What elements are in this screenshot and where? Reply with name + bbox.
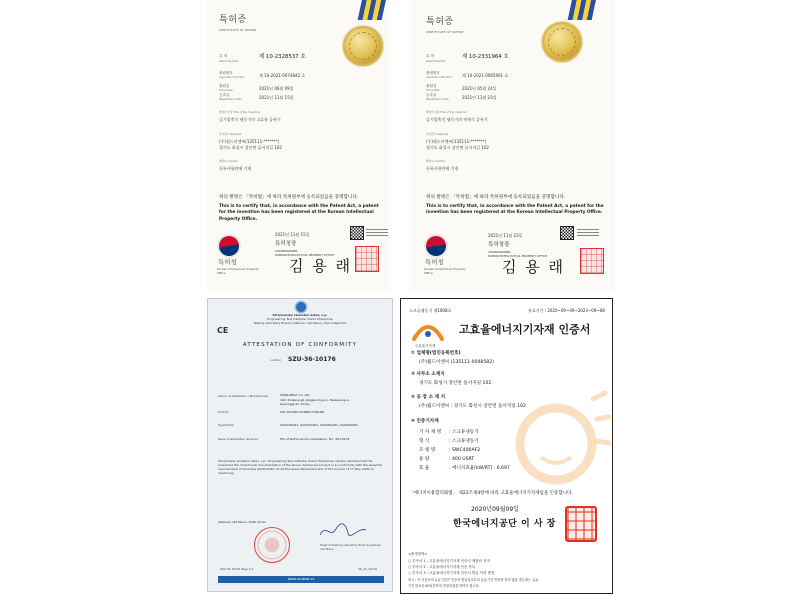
handwritten-signature-icon — [318, 521, 368, 541]
gold-seal-icon — [343, 26, 383, 66]
office-name-ko: 특허청 — [218, 258, 237, 266]
certification-statement-en: This is to certify that, in accordance with the Patent Act, a patent for the invention has been registered at the Korean Intellectual Property Office. — [219, 204, 379, 222]
patentee: (주)월드이엔씨(135111-*******) — [426, 139, 487, 144]
signer-title: Head of Testing Laboratory Branch Jablonec nad Nisou — [320, 543, 382, 551]
institute-branch: Testing laboratory Branch Jablonec nad Nisou, Czech Republic — [253, 321, 347, 325]
equipment-efficiency-label: 효 율 — [419, 466, 430, 471]
remark-line2: 기간 만료일 60일전까지 연장신청을 하여야 합니다. — [408, 584, 480, 588]
remark-line1: 비고 : 이 인증서의 유효기간은 인증서 발급일로부터 유효기간 연장을 하지 않을 경우에는 유효 — [408, 578, 539, 582]
logo-caption: 고효율기자재 — [415, 344, 436, 348]
invention-title: 증기압축식 냉동기의 연계식 증폭기 — [426, 117, 488, 122]
issue-date: 2021년 11월 23일 — [488, 233, 523, 238]
certificate-title: 특허증 — [426, 17, 454, 27]
official-seal-stamp — [580, 248, 604, 274]
change-history-item: ○ 부속서 3 : 고효율에너지기자재 인증서 발급 이력 변경 — [408, 571, 495, 575]
qr-caption-lines — [366, 229, 388, 238]
product-name: AIR COOLED SCREW CHILLER — [280, 410, 325, 414]
official-seal-stamp — [565, 506, 597, 542]
equipment-model-value: : SWC400AF2 — [449, 448, 481, 453]
footer-reference: SZU-36-10176 Page 1/1 — [220, 567, 254, 571]
application-number: 제 10-2021-0065901 호 — [462, 73, 509, 78]
filing-date-label: 출원일 — [219, 84, 230, 88]
patentee: (주)월드이엔씨(135111-*******) — [219, 139, 280, 144]
kipo-logo-icon — [219, 236, 239, 256]
official-seal-stamp — [355, 246, 379, 272]
filing-date-label: 출원일 — [426, 84, 437, 88]
patentee-address: 경기도 화성시 장안면 돌서지길 102 — [219, 145, 282, 150]
equipment-type-value: : 스크류냉동기 — [449, 439, 479, 444]
inventor: 등록사항란에 기재 — [426, 166, 459, 171]
commissioner-title-ko: 특허청장 — [275, 241, 297, 247]
certification-statement-ko: 위의 발명은 「특허법」에 따라 특허원부에 등록되었음을 증명합니다. — [219, 195, 359, 200]
office-location-label: ② 사무소 소재지 — [411, 372, 445, 377]
commissioner-office-en: KOREAN INTELLECTUAL PROPERTY OFFICE — [275, 253, 335, 257]
ribbon-icon — [568, 0, 597, 20]
place-date: Jablonec nad Nisou, 2020-10-01 — [218, 520, 266, 524]
filing-date-label-en: Filing Date — [426, 89, 440, 92]
manufacturer-address-line1: 102, Dolseoji-gil, Jangan-myeon, Hwaseong-si, — [280, 397, 350, 402]
szu-logo-icon — [296, 302, 306, 312]
certificate-title: 특허증 — [219, 15, 247, 25]
registration-date-label: 등록일 — [219, 93, 230, 97]
equipment-name-label: 기 자 재 명 — [419, 430, 442, 435]
company-value: (주)월드이엔씨 (135111-0048582) — [419, 360, 494, 365]
application-number-label: 출원번호 — [219, 71, 233, 75]
registration-date-label-en: Registration Date — [219, 98, 242, 101]
inventor-label: 발명자 Inventor — [426, 160, 446, 163]
equipment-capacity-value: : 400 USRT — [449, 457, 475, 462]
equipment-efficiency-value: : 에너지효율[kW/RT] : 0.697 — [449, 466, 510, 471]
gold-seal-icon — [542, 22, 582, 62]
office-location-value: 경기도 화성시 장안면 돌서지길 102 — [419, 381, 492, 386]
type-model: SAC040AD1, SAC045AD1, SAC050AD1, SAC060AD1 — [280, 423, 358, 427]
commissioner-office-en: KOREAN INTELLECTUAL PROPERTY OFFICE — [488, 254, 548, 258]
change-history-item: ○ 부속서 2 : 고효율에너지기자재 인증 목록 — [408, 565, 476, 569]
issue-date: 2021년 11월 15일 — [275, 232, 310, 237]
application-number-label-en: Application Number — [426, 76, 452, 79]
issuer-name: 한국에너지공단 이 사 장 — [453, 519, 556, 529]
filing-date: 2021년 06월 09일 — [259, 86, 294, 91]
certification-statement-ko: 위의 발명은 「특허법」에 따라 특허원부에 등록되었음을 증명합니다. — [426, 195, 566, 200]
equipment-capacity-label: 용 량 — [419, 457, 430, 462]
type-model-label: Type/Model — [218, 423, 234, 427]
commissioner-title-en: COMMISSIONER, — [275, 249, 299, 253]
filing-date: 2021년 05월 24일 — [462, 86, 497, 91]
office-name-ko: 특허청 — [425, 258, 444, 266]
certification-statement-en: This is to certify that, in accordance with the Patent Act, a patent for the invention has been registered at the Korean Intellectual Property Office. — [426, 204, 604, 216]
application-number-label-en: Application Number — [219, 76, 245, 79]
certification-declaration: 「에너지이용합리화법」 제22조제4항에 따라 고효율에너지기자재임을 인증합니다. — [409, 491, 573, 496]
patent-number-label: 특 허 — [426, 54, 435, 58]
patentee-label: 특허권자 Patentee — [426, 133, 449, 136]
qr-code-icon — [350, 226, 364, 240]
invention-title-label: 발명의 명칭 Title of the Invention — [219, 111, 261, 114]
factory-location-label: ③ 공 장 소 재 지 — [411, 395, 446, 400]
registration-date: 2021년 11월 15일 — [259, 95, 294, 100]
sun-watermark-icon — [501, 359, 611, 499]
footer-code: 36_AC_10176 — [358, 567, 378, 571]
registration-date: 2021년 11월 23일 — [462, 95, 497, 100]
equipment-model-label: 모 델 명 — [419, 448, 436, 453]
basis-label: Basis of attestation issuance — [218, 437, 259, 441]
qr-code-icon — [560, 226, 574, 240]
certificate-title: 고효율에너지기자재 인증서 — [459, 323, 591, 336]
patent-number: 제 10-2331964 호 — [462, 54, 509, 60]
application-number-label: 출원번호 — [426, 71, 440, 75]
manufacturer-name: WORLDE&C Co. Ltd. — [280, 393, 311, 397]
filing-date-label-en: Filing Date — [219, 89, 233, 92]
szu-round-stamp — [254, 527, 290, 563]
equipment-label: ④ 인증기자재 — [411, 419, 439, 424]
change-history-label: <변경내역> — [408, 552, 428, 556]
registration-date-label: 등록일 — [426, 93, 437, 97]
equipment-type-label: 형 식 — [419, 439, 430, 444]
qr-caption-lines — [577, 229, 599, 238]
office-name-en: Korean Intellectual Property Office — [424, 267, 466, 275]
manufacturer-address-line2: Gyeonggi-do, Korea — [280, 402, 310, 406]
change-history-item: ○ 부속서 1 : 고효율에너지기자재 인증서 제품의 목적 — [408, 559, 490, 563]
product-label: Product — [218, 410, 229, 414]
attestation-number-label: number — [270, 358, 281, 362]
institute-name: Strojírenský zkušební ústav, s.p. — [272, 313, 328, 317]
ce-mark-icon: CE — [217, 326, 229, 335]
patent-certificate-1 — [207, 0, 390, 292]
energy-efficiency-certificate — [400, 298, 613, 594]
basis-value: File of technical documentation, No. 36-10176 — [280, 437, 350, 441]
high-efficiency-logo-icon — [411, 319, 445, 343]
invention-title: 증기압축식 냉동기의 고효율 증폭기 — [219, 117, 281, 122]
website-bar: www.szutest.cz — [218, 576, 384, 583]
kipo-logo-icon — [426, 236, 446, 256]
patent-number-label-en: Patent Number — [426, 60, 446, 63]
validity-period: 유효기간 : 2020~09~09~2023~09~08 — [528, 308, 605, 313]
patentee-address: 경기도 화성시 장안면 돌서지길 102 — [426, 145, 489, 150]
attestation-title: ATTESTATION OF CONFORMITY — [242, 342, 358, 348]
certificate-subtitle: CERTIFICATE OF PATENT — [426, 30, 464, 34]
application-number: 제 10-2021-0074842 호 — [259, 73, 306, 78]
patent-number: 제 10-2328537 호 — [259, 54, 306, 60]
institute-subtitle: Engineering Test Institute, Public Enterprise — [267, 317, 333, 321]
inventor-label: 발명자 Inventor — [219, 160, 239, 163]
inventor: 등록사항란에 기재 — [219, 166, 252, 171]
certificate-subtitle: CERTIFICATE OF PATENT — [219, 28, 257, 32]
attestation-body: Strojírenský zkušební ústav, s.p., Engineering Test Institute, Public Enterprise, hereby declares that the presented file of technical documentation of the above-mentioned product is in conformity with the essential requirements of Directive 2006/42/EC of the European Parliament and of the Council of 17 May 2006 on machinery. — [218, 459, 383, 476]
office-name-en: Korean Intellectual Property Office — [217, 267, 259, 275]
attestation-number: SZU-36-10176 — [288, 356, 336, 363]
commissioner-title-en: COMMISSIONER, — [488, 250, 512, 254]
attestation-of-conformity — [207, 298, 393, 592]
certificate-number: 스크류냉동기 제1008호 — [409, 308, 452, 313]
ribbon-icon — [358, 0, 387, 20]
factory-location-value: (주)월드이엔씨 : 경기도 화성시 장안면 돌서지길 102 — [419, 404, 526, 409]
registration-date-label-en: Registration Date — [426, 98, 449, 101]
equipment-name-value: : 스크류냉동기 — [449, 430, 479, 435]
invention-title-label: 발명의 명칭 Title of the Invention — [426, 111, 468, 114]
manufacturer-label: Owner of Attestation / Manufacturer — [218, 394, 269, 398]
commissioner-signature: 김 용 래 — [502, 258, 566, 276]
patent-number-label: 특 허 — [219, 54, 228, 58]
patent-number-label-en: Patent Number — [219, 60, 239, 63]
company-label: ① 업체명(법인등록번호) — [411, 351, 461, 356]
patent-certificate-2 — [410, 0, 615, 292]
patentee-label: 특허권자 Patentee — [219, 133, 242, 136]
issue-date: 2020년09월09일 — [471, 506, 519, 513]
commissioner-title-ko: 특허청장 — [488, 242, 510, 248]
commissioner-signature: 김 용 래 — [289, 257, 353, 275]
